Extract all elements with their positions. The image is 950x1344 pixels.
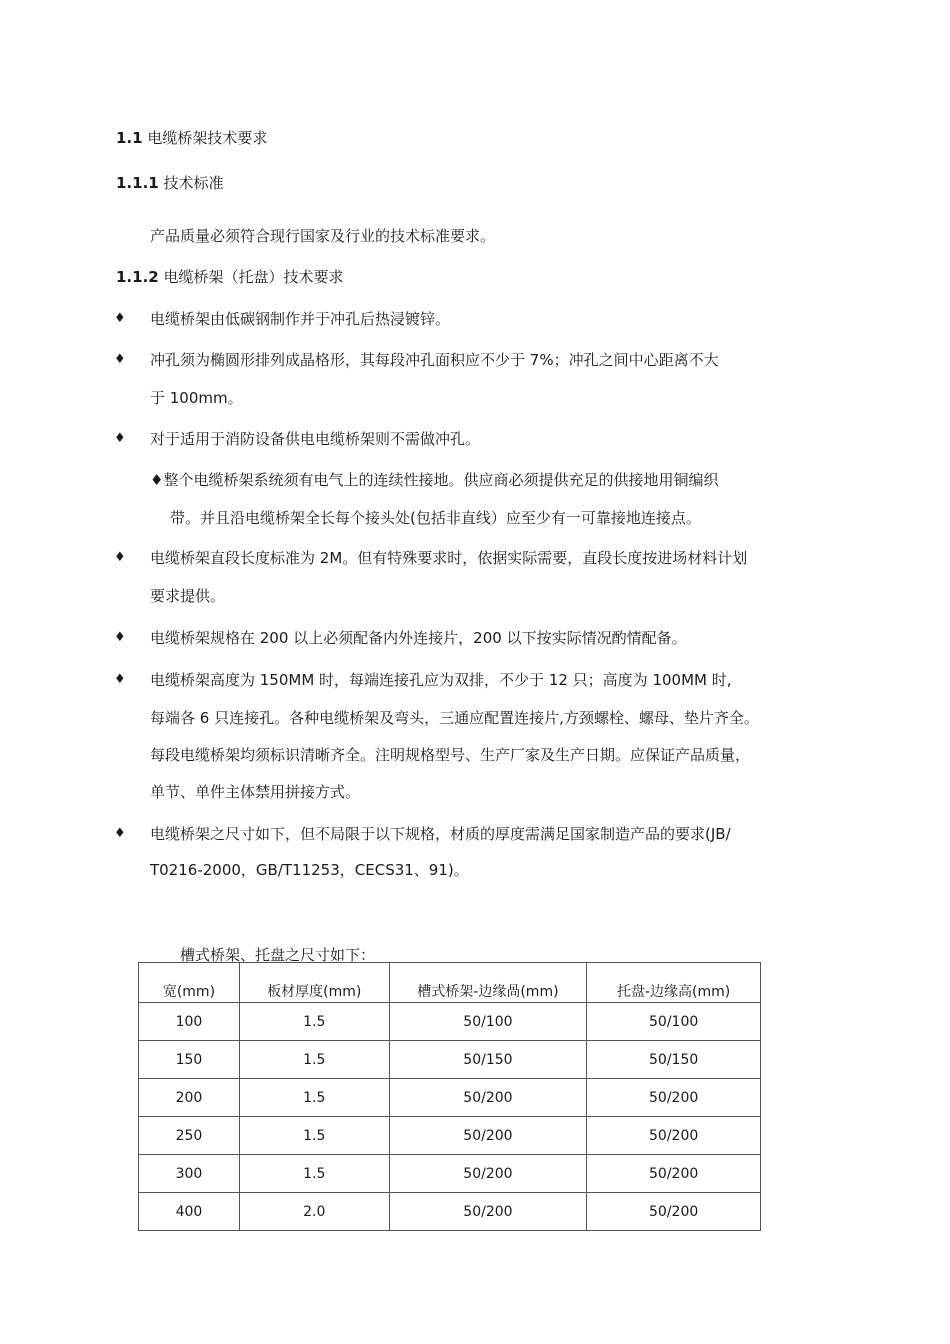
heading-1-1-2: [116, 267, 344, 287]
bullet-7-line-3: 每段电缆桥架均须标识清晰齐全。注明规格型号、生产厂家及生产日期。应保证产品质量，: [150, 746, 751, 764]
table-cell: 400: [139, 1193, 240, 1231]
bullet-icon: ♦: [114, 826, 126, 841]
table-cell: 50/100: [389, 1003, 587, 1041]
table-row: [139, 1003, 761, 1041]
table-header-row: [139, 963, 761, 1003]
table-cell: 300: [139, 1155, 240, 1193]
table-cell: 150: [139, 1041, 240, 1079]
bullet-8-line-2: T0216-2000，GB/T11253，CECS31、91)。: [150, 861, 469, 879]
table-cell: 50/200: [587, 1079, 761, 1117]
table-cell: 50/200: [389, 1079, 587, 1117]
table-cell: 50/200: [587, 1193, 761, 1231]
standard-paragraph: 产品质量必须符合现行国家及行业的技术标准要求。: [150, 227, 496, 245]
bullet-1-text: 电缆桥架由低碳钢制作并于冲孔后热浸镀锌。: [150, 310, 451, 328]
table-cell: 50/200: [389, 1155, 587, 1193]
table-row: [139, 1193, 761, 1231]
bullet-icon: ♦: [114, 550, 126, 565]
size-table: [138, 962, 761, 1231]
bullet-7-line-1: 电缆桥架高度为 150MM 时，每端连接孔应为双排，不少于 12 只；高度为 100MM 时,: [150, 671, 732, 689]
heading-1-1: [116, 128, 267, 148]
table-header-cell: 槽式桥架-边缘咼(mm): [389, 963, 587, 1003]
table-row: [139, 1117, 761, 1155]
bullet-icon: ♦: [114, 311, 126, 326]
table-cell: 1.5: [239, 1041, 389, 1079]
bullet-5-line-2: 要求提供。: [150, 587, 226, 605]
table-row: [139, 1079, 761, 1117]
table-caption: 槽式桥架、托盘之尺寸如下：: [180, 946, 376, 964]
heading-1-1-2-number: 1.1.2: [116, 268, 159, 286]
table-cell: 50/100: [587, 1003, 761, 1041]
bullet-icon: ♦: [114, 672, 126, 687]
table-cell: 50/200: [587, 1155, 761, 1193]
heading-1-1-1: [116, 173, 224, 193]
table-cell: 1.5: [239, 1079, 389, 1117]
bullet-5-line-1: 电缆桥架直段长度标准为 2M。但有特殊要求时，依据实际需要，直段长度按进场材料计划: [150, 549, 748, 567]
table-cell: 1.5: [239, 1117, 389, 1155]
bullet-4-line-1: ♦整个电缆桥架系统须有电气上的连续性接地。供应商必须提供充足的供接地用铜编织: [150, 471, 719, 489]
table-cell: 50/150: [587, 1041, 761, 1079]
table-row: [139, 1041, 761, 1079]
heading-1-1-1-number: 1.1.1: [116, 174, 159, 192]
table-cell: 50/200: [389, 1193, 587, 1231]
bullet-icon: ♦: [114, 630, 126, 645]
table-header-cell: 板材厚度(mm): [239, 963, 389, 1003]
bullet-icon: ♦: [114, 431, 126, 446]
table-header-cell: 宽(mm): [139, 963, 240, 1003]
table-cell: 1.5: [239, 1155, 389, 1193]
bullet-3-text: 对于适用于消防设备供电电缆桥架则不需做冲孔。: [150, 430, 481, 448]
table-cell: 1.5: [239, 1003, 389, 1041]
heading-1-1-1-title: 技术标准: [163, 174, 224, 192]
table-row: [139, 1155, 761, 1193]
table-cell: 250: [139, 1117, 240, 1155]
table-cell: 100: [139, 1003, 240, 1041]
table-cell: 50/150: [389, 1041, 587, 1079]
heading-1-1-number: 1.1: [116, 129, 143, 147]
bullet-7-line-2: 每端各 6 只连接孔。各种电缆桥架及弯头，三通应配置连接片,方颈螺栓、螺母、垫片齐全。: [150, 709, 759, 727]
bullet-2-line-1: 冲孔须为椭圆形排列成晶格形，其每段冲孔面积应不少于 7%；冲孔之间中心距离不大: [150, 351, 719, 369]
table-cell: 2.0: [239, 1193, 389, 1231]
bullet-4-line-2: 带。并且沿电缆桥架全长每个接头处(包括非直线）应至少有一可靠接地连接点。: [170, 509, 701, 527]
table-cell: 50/200: [587, 1117, 761, 1155]
heading-1-1-2-title: 电缆桥架（托盘）技术要求: [163, 268, 344, 286]
table-header-cell: 托盘-边缘高(mm): [587, 963, 761, 1003]
table-cell: 50/200: [389, 1117, 587, 1155]
bullet-8-line-1: 电缆桥架之尺寸如下，但不局限于以下规格，材质的厚度需满足国家制造产品的要求(JB/: [150, 825, 731, 843]
bullet-2-line-2: 于 100mm。: [150, 389, 243, 407]
bullet-7-line-4: 单节、单件主体禁用拼接方式。: [150, 783, 361, 801]
bullet-icon: ♦: [114, 352, 126, 367]
heading-1-1-title: 电缆桥架技术要求: [147, 129, 268, 147]
bullet-6-text: 电缆桥架规格在 200 以上必须配备内外连接片，200 以下按实际情况酌情配备。: [150, 629, 687, 647]
table-cell: 200: [139, 1079, 240, 1117]
